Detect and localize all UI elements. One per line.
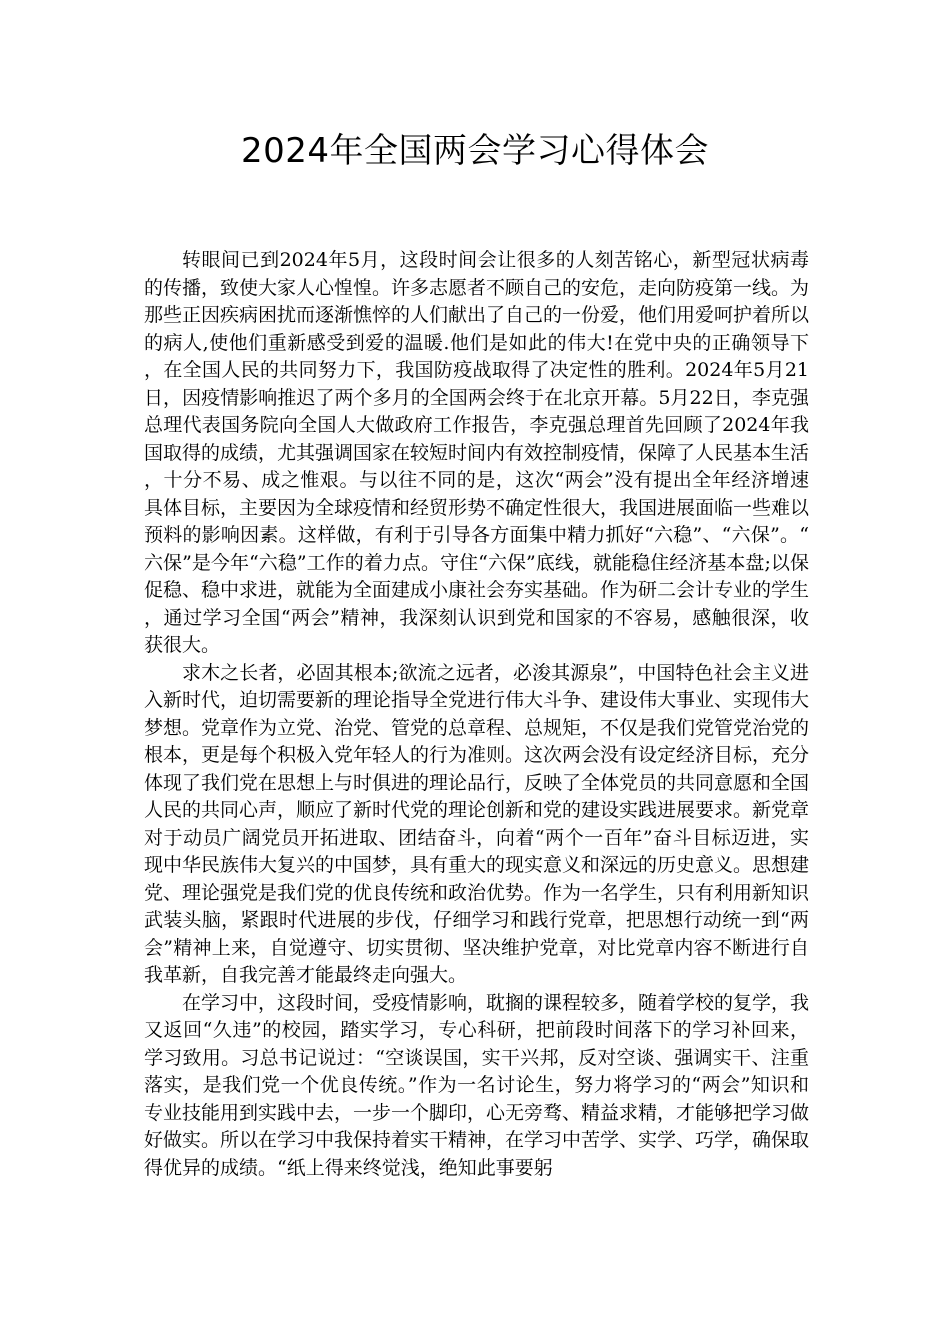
document-title: 2024年全国两会学习心得体会	[240, 131, 710, 171]
document-body	[144, 247, 809, 1182]
paragraph-3: 在学习中，这段时间，受疫情影响，耽搁的课程较多，随着学校的复学，我又返回“久违”的校园，踏实学习，专心科研，把前段时间落下的学习补回来，学习致用。习总书记说过：“空谈误国，实干兴邦，反对空谈、强调实干、注重落实，是我们党一个优良传统。”作为一名讨论生，努力将学习的“两会”知识和专业技能用到实践中去，一步一个脚印，心无旁骛、精益求精，才能够把学习做好做实。所以在学习中我保持着实干精神，在学习中苦学、实学、巧学，确保取得优异的成绩。“纸上得来终觉浅，绝知此事要躬	[144, 991, 810, 1179]
paragraph-2: 求木之长者，必固其根本;欲流之远者，必浚其源泉”，中国特色社会主义进入新时代，迫切需要新的理论指导全党进行伟大斗争、建设伟大事业、实现伟大梦想。党章作为立党、治党、管党的总章程、总规矩，不仅是我们党管党治党的根本，更是每个积极入党年轻人的行为准则。这次两会没有设定经济目标，充分体现了我们党在思想上与时俱进的理论品行，反映了全体党员的共同意愿和全国人民的共同心声，顺应了新时代党的理论创新和党的建设实践进展要求。新党章对于动员广阔党员开拓进取、团结奋斗，向着“两个一百年”奋斗目标迈进，实现中华民族伟大复兴的中国梦，具有重大的现实意义和深远的历史意义。思想建党、理论强党是我们党的优良传统和政治优势。作为一名学生，只有利用新知识武装头脑，紧跟时代进展的步伐，仔细学习和践行党章，把思想行动统一到“两会”精神上来，自觉遵守、切实贯彻、坚决维护党章，对比党章内容不断进行自我革新，自我完善才能最终走向强大。	[144, 661, 810, 986]
paragraph-1: 转眼间已到2024年5月，这段时间会让很多的人刻苦铭心，新型冠状病毒的传播，致使大家人心惶惶。许多志愿者不顾自己的安危，走向防疫第一线。为那些正因疾病困扰而逐渐憔悴的人们献出了自己的一份爱，他们用爱呵护着所以的病人,使他们重新感受到爱的温暖.他们是如此的伟大!在党中央的正确领导下，在全国人民的共同努力下，我国防疫战取得了决定性的胜利。2024年5月21日，因疫情影响推迟了两个多月的全国两会终于在北京开幕。5月22日，李克强总理代表国务院向全国人大做政府工作报告，李克强总理首先回顾了2024年我国取得的成绩，尤其强调国家在较短时间内有效控制疫情，保障了人民基本生活，十分不易、成之惟艰。与以往不同的是，这次“两会”没有提出全年经济增速具体目标，主要因为全球疫情和经贸形势不确定性很大，我国进展面临一些难以预料的影响因素。这样做，有利于引导各方面集中精力抓好“六稳”、“六保”。“六保”是今年“六稳”工作的着力点。守住“六保”底线，就能稳住经济基本盘;以保促稳、稳中求进，就能为全面建成小康社会夯实基础。作为研二会计专业的学生，通过学习全国“两会”精神，我深刻认识到党和国家的不容易，感触很深，收获很大。	[144, 249, 810, 656]
